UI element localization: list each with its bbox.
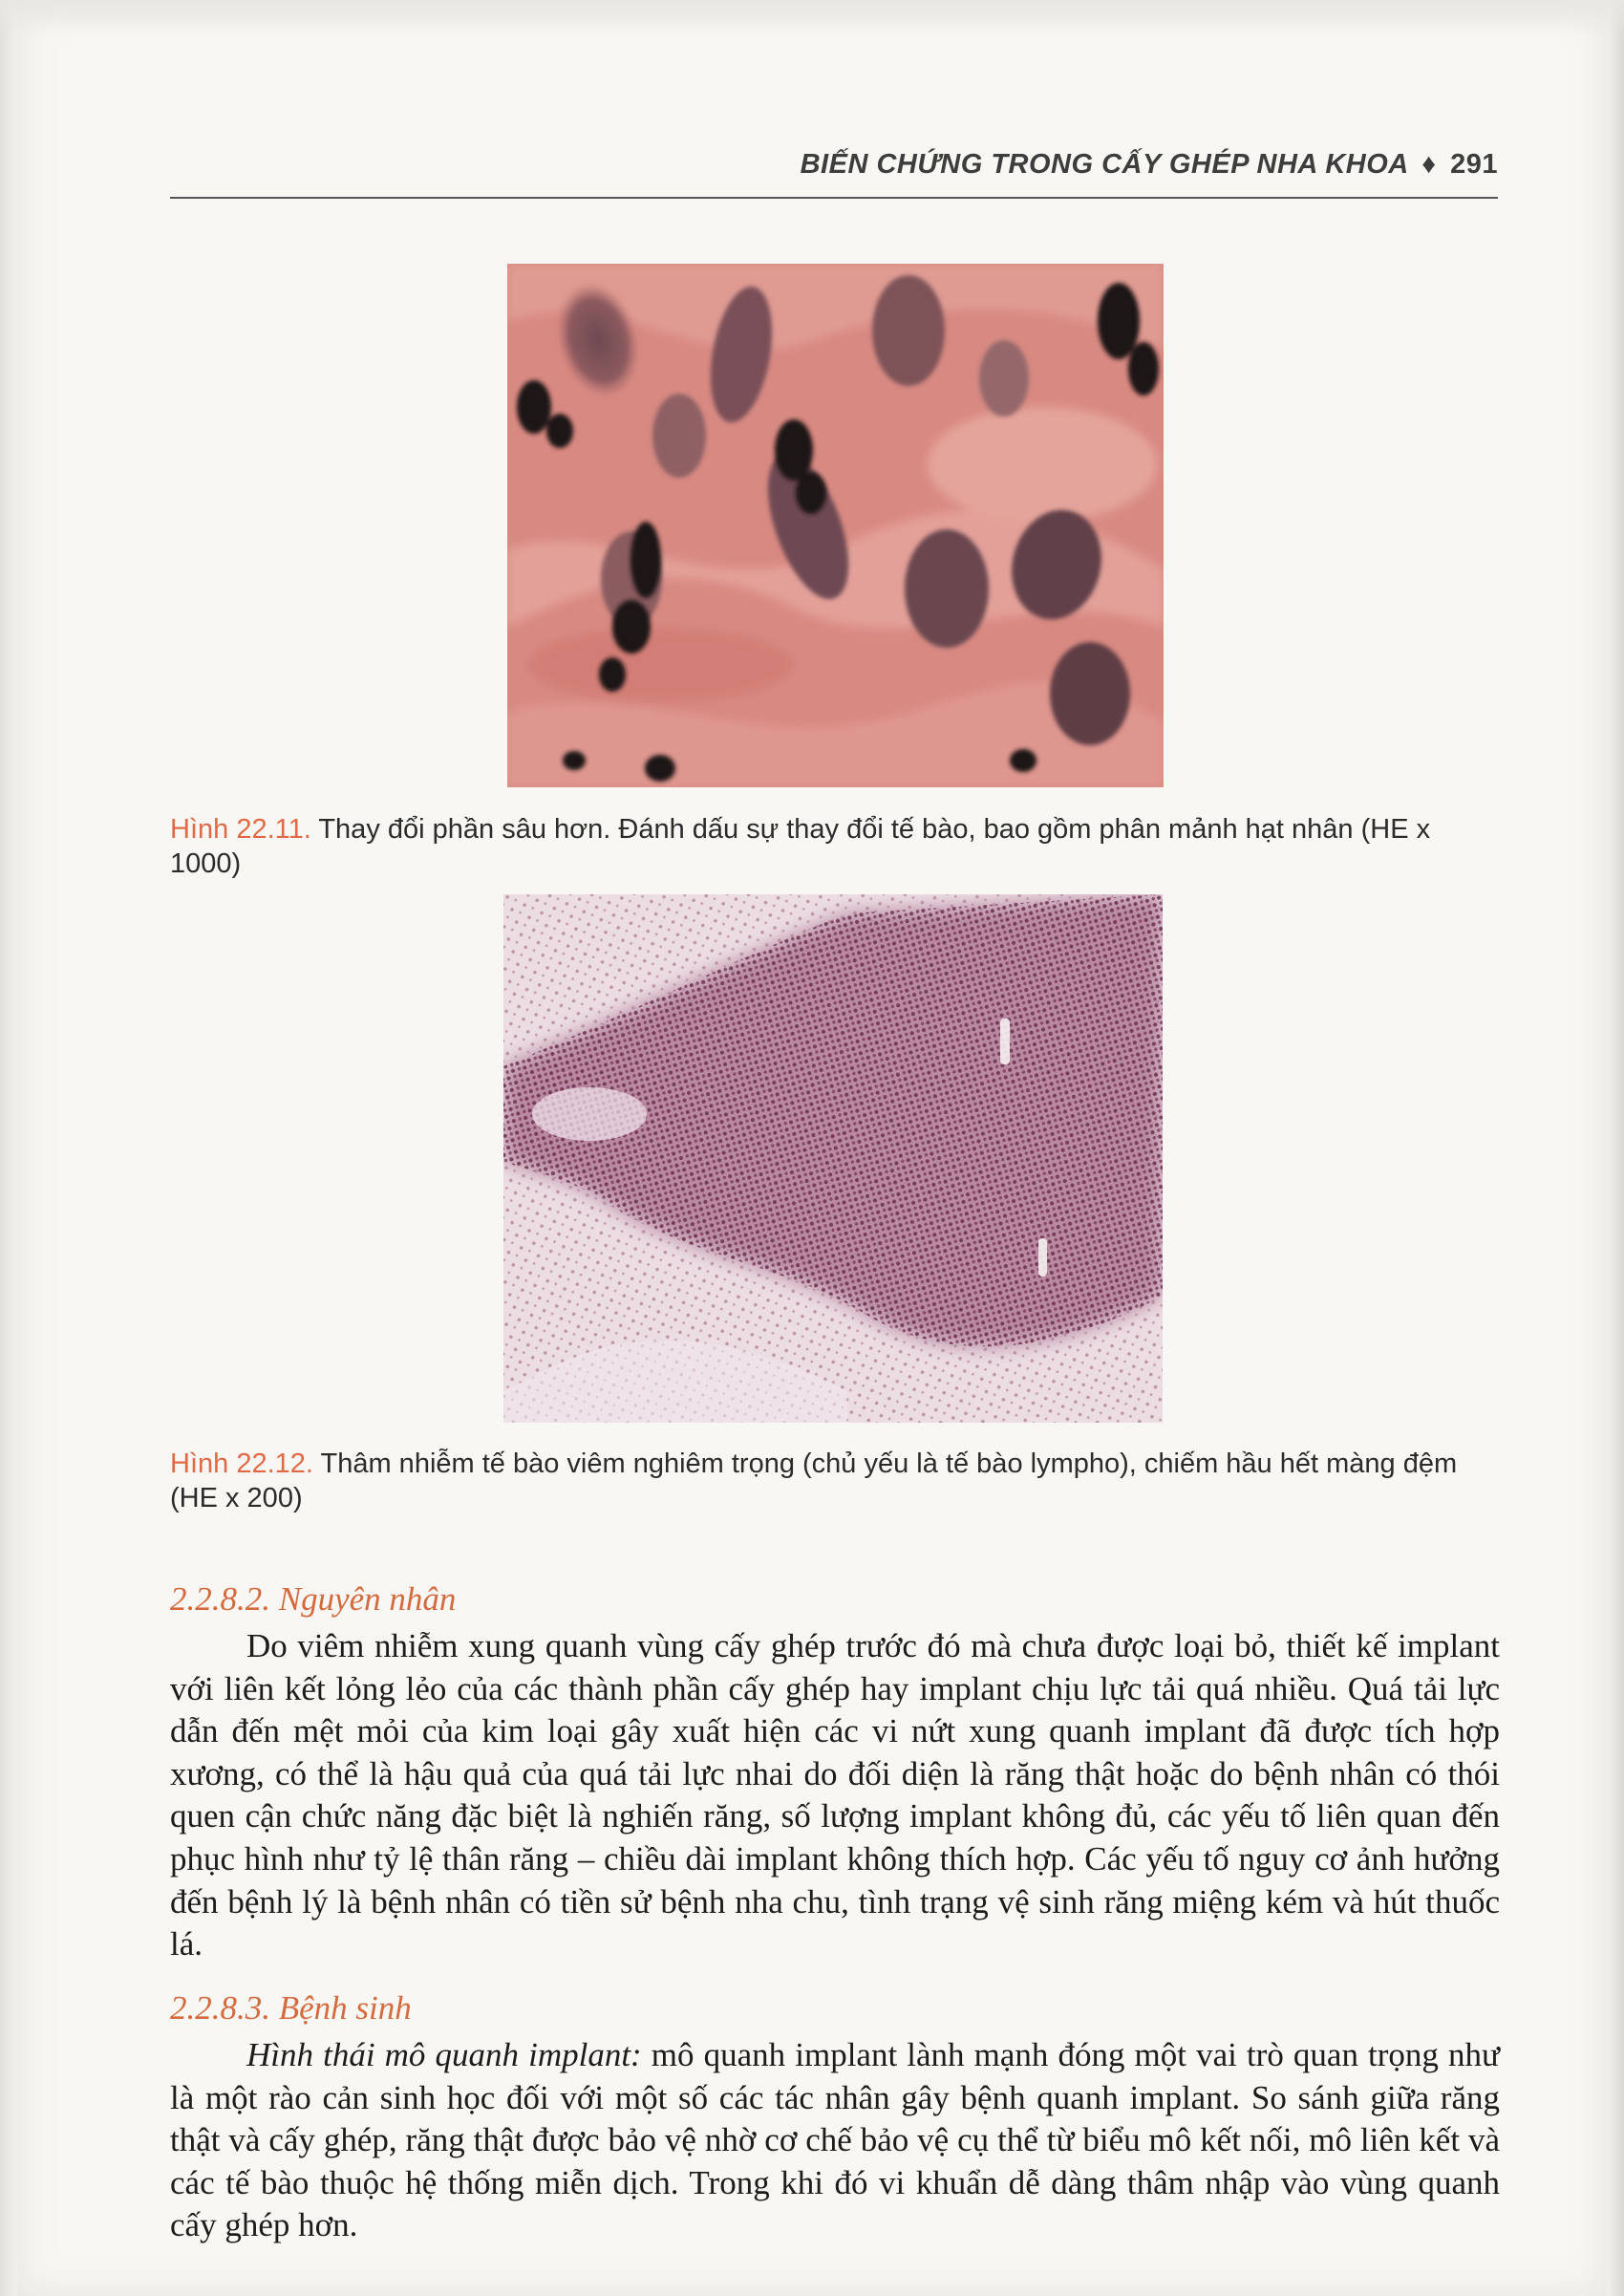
figure-label: Hình 22.12. [170, 1448, 313, 1479]
paragraph-benh-sinh-body [170, 2034, 1500, 2247]
caption-text: Thay đổi phần sâu hơn. Đánh dấu sự thay đổi tế bào, bao gồm phân mảnh hạt nhân (HE x 1000) [170, 814, 1431, 879]
page-number: 291 [1450, 149, 1498, 180]
micrograph-he-1000 [507, 264, 1164, 787]
micrograph-he-200 [503, 894, 1163, 1423]
scan-edge-left [0, 0, 17, 2296]
figure-22-12-caption [170, 1447, 1500, 1515]
scan-edge-right [1607, 0, 1624, 2296]
section-heading-benh-sinh: 2.2.8.3. Bệnh sinh [170, 1989, 412, 2027]
figure-label: Hình 22.11. [170, 814, 311, 845]
running-header-title: BIẾN CHỨNG TRONG CẤY GHÉP NHA KHOA [800, 149, 1408, 180]
caption-text: Thâm nhiễm tế bào viêm nghiêm trọng (chủ yếu là tế bào lympho), chiếm hầu hết màng đệm (HE x 200) [170, 1448, 1458, 1513]
paragraph-text: Do viêm nhiễm xung quanh vùng cấy ghép trước đó mà chưa được loại bỏ, thiết kế implant với liên kết lỏng lẻo của các thành phần cấy ghép hay implant chịu lực tải quá nhiều. Quá tải lực dẫn đến mệt mỏi của kim loại gây xuất hiện các vi nứt xung quanh implant đã được tích hợp xương, có thể là hậu quả của quá tải lực nhai do đối diện là răng thật hoặc do bệnh nhân có thói quen cận chức năng đặc biệt là nghiến răng, số lượng implant không đủ, các yếu tố liên quan đến phục hình như tỷ lệ thân răng – chiều dài implant không thích hợp. Các yếu tố nguy cơ ảnh hưởng đến bệnh lý là bệnh nhân có tiền sử bệnh nha chu, tình trạng vệ sinh răng miệng kém và hút thuốc lá. [170, 1627, 1500, 1963]
figure-22-11-caption [170, 812, 1500, 881]
scan-top-shadow [0, 0, 1624, 36]
diamond-icon: ♦ [1421, 149, 1437, 180]
section-heading-nguyen-nhan: 2.2.8.2. Nguyên nhân [170, 1580, 457, 1618]
paragraph-benh-sinh [170, 2034, 1500, 2247]
paragraph-lead-term: Hình thái mô quanh implant: [246, 2036, 642, 2073]
figure-22-12-micrograph [503, 894, 1163, 1423]
figure-22-11-micrograph [507, 264, 1164, 787]
running-header [801, 149, 1498, 181]
header-rule [170, 197, 1498, 199]
paragraph-nguyen-nhan [170, 1625, 1500, 1966]
paragraph-text: mô quanh implant lành mạnh đóng một vai trò quan trọng như là một rào cản sinh học đối với một số các tác nhân gây bệnh quanh implant. So sánh giữa răng thật và cấy ghép, răng thật được bảo vệ nhờ cơ chế bảo vệ cụ thể từ biểu mô kết nối, mô liên kết và các tế bào thuộc hệ thống miễn dịch. Trong khi đó vi khuẩn dễ dàng thâm nhập vào vùng quanh cấy ghép hơn. [170, 2036, 1500, 2244]
